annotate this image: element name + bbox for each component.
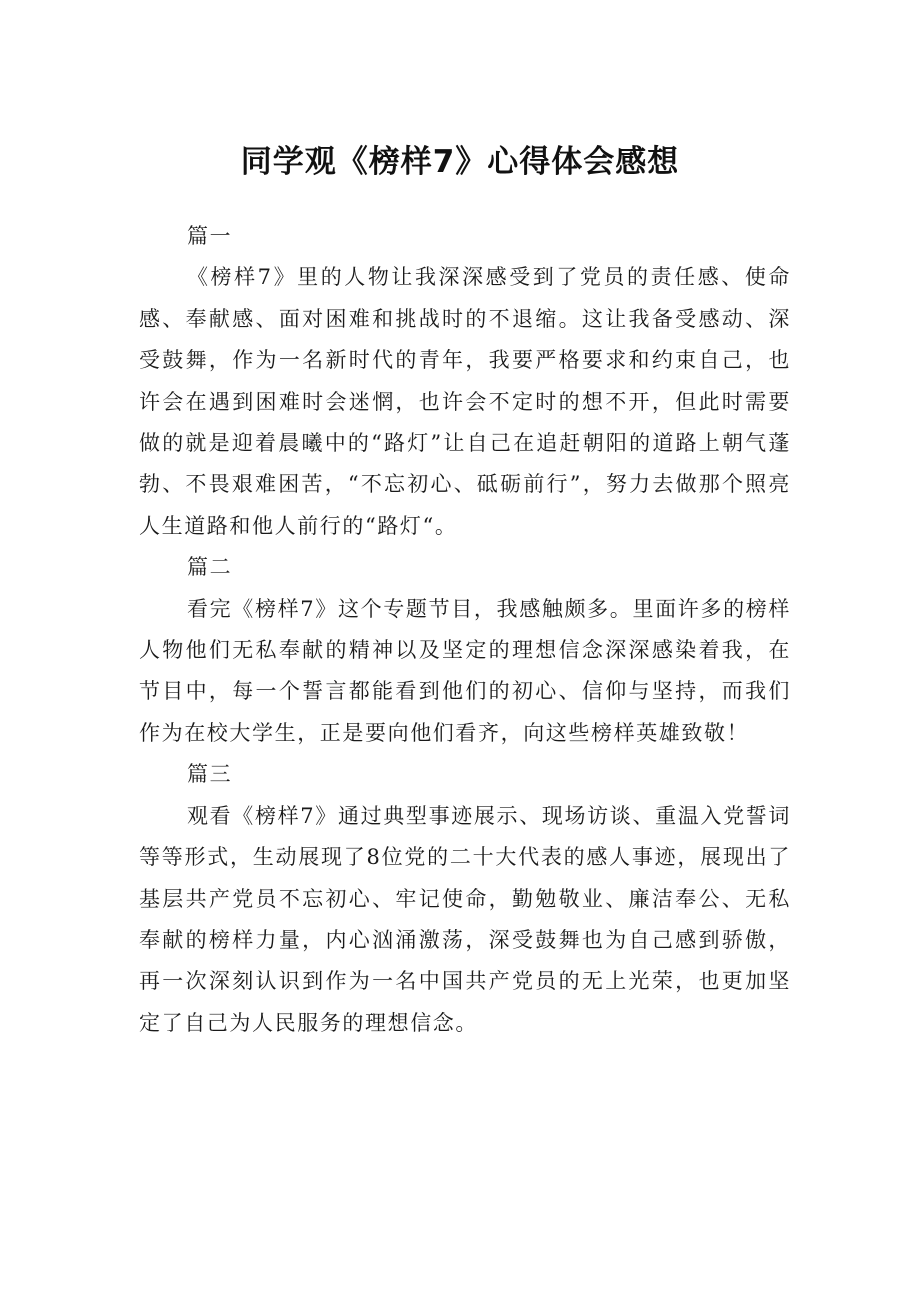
section-paragraph-2: 看完《榜样7》这个专题节目，我感触颇多。里面许多的榜样人物他们无私奉献的精神以及坚定的理想信念深深感染着我，在节目中，每一个誓言都能看到他们的初心、信仰与坚持，而我们作为在校大学生，正是要向他们看齐，向这些榜样英雄致敬！	[139, 596, 791, 745]
document-title: 同学观《榜样7》心得体会感想	[240, 144, 680, 180]
document-body	[139, 216, 791, 1044]
section-paragraph-1: 《榜样7》里的人物让我深深感受到了党员的责任感、使命感、奉献感、面对困难和挑战时的不退缩。这让我备受感动、深受鼓舞，作为一名新时代的青年，我要严格要求和约束自己，也许会在遇到困难时会迷惘，也许会不定时的想不开，但此时需要做的就是迎着晨曦中的“路灯”让自己在追赶朝阳的道路上朝气蓬勃、不畏艰难困苦，“不忘初心、砥砺前行”，努力去做那个照亮人生道路和他人前行的“路灯“。	[139, 265, 791, 538]
section-paragraph-3: 观看《榜样7》通过典型事迹展示、现场访谈、重温入党誓词等等形式，生动展现了8位党的二十大代表的感人事迹，展现出了基层共产党员不忘初心、牢记使命，勤勉敬业、廉洁奉公、无私奉献的榜样力量，内心汹涌激荡，深受鼓舞也为自己感到骄傲，再一次深刻认识到作为一名中国共产党员的无上光荣，也更加坚定了自己为人民服务的理想信念。	[139, 803, 791, 1035]
section-label-2: 篇二	[187, 555, 233, 580]
section-label-1: 篇一	[187, 224, 233, 248]
section-label-3: 篇三	[187, 762, 233, 787]
